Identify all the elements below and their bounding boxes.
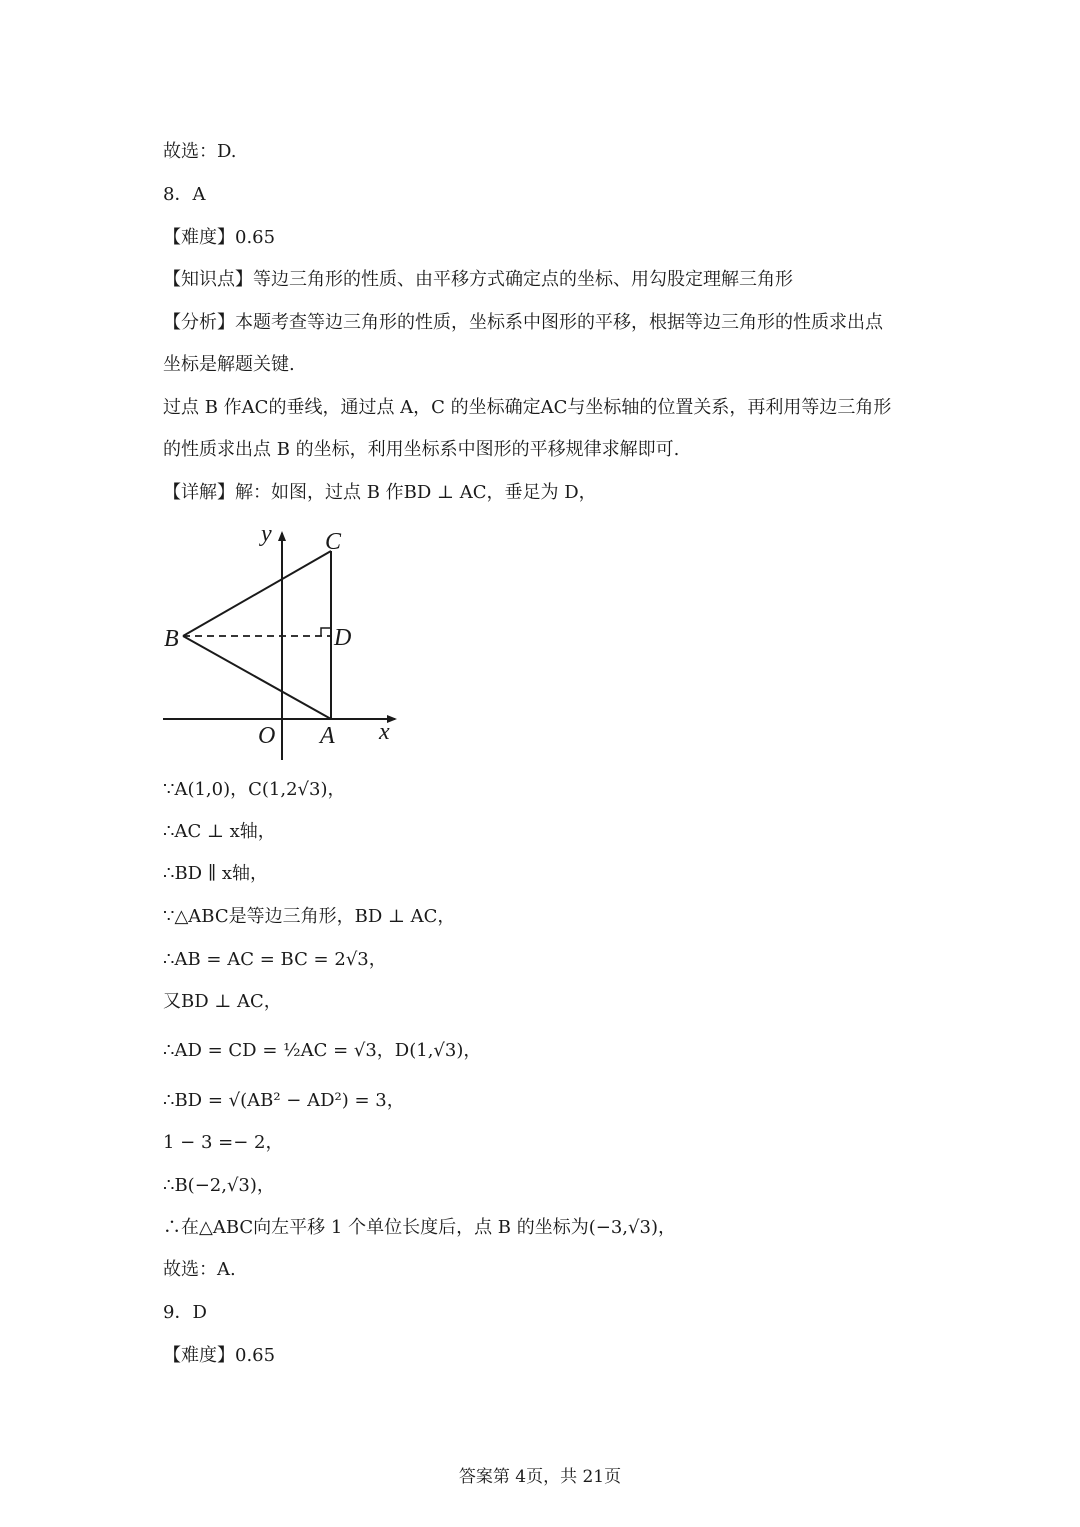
text-line-conclusion-8: 故选：A. — [163, 1259, 236, 1280]
text-line-knowledge-points: 【知识点】等边三角形的性质、由平移方式确定点的坐标、用勾股定理解三角形 — [163, 269, 793, 290]
text-line-equilateral: ∵△ABC是等边三角形，BD ⊥ AC， — [163, 906, 456, 927]
text-line-bd-parallel-x: ∴BD ∥ x轴， — [163, 863, 269, 884]
text-line-analysis-3: 过点 B 作AC的垂线，通过点 A，C 的坐标确定AC与坐标轴的位置关系，再利用等边三角形 — [163, 397, 892, 418]
label-x: x — [379, 719, 390, 745]
label-o: O — [258, 723, 276, 749]
text-line-side-lengths: ∴AB = AC = BC = 2√3， — [163, 949, 387, 970]
text-line-difficulty-9: 【难度】0.65 — [163, 1345, 276, 1366]
label-c: C — [325, 529, 342, 555]
text-line-bd-perp-ac: 又BD ⊥ AC， — [163, 991, 282, 1012]
text-line-analysis-4: 的性质求出点 B 的坐标，利用坐标系中图形的平移规律求解即可. — [163, 439, 680, 460]
label-a: A — [320, 723, 335, 749]
text-line-detailed-solution: 【详解】解：如图，过点 B 作BD ⊥ AC，垂足为 D， — [163, 482, 597, 503]
text-line-point-b: ∴B(−2,√3)， — [163, 1175, 275, 1196]
text-line-ac-perp-x: ∴AC ⊥ x轴， — [163, 821, 276, 842]
right-angle-mark — [321, 628, 331, 636]
text-line-difficulty-8: 【难度】0.65 — [163, 227, 276, 248]
label-b: B — [164, 626, 179, 652]
text-line-bd-length: ∴BD = √(AB² − AD²) = 3， — [163, 1090, 405, 1111]
text-line-translation: ∴在△ABC向左平移 1 个单位长度后，点 B 的坐标为(−3,√3)， — [163, 1217, 676, 1238]
segment-ba — [183, 636, 331, 719]
label-d: D — [334, 625, 352, 651]
text-line-given-coords: ∵A(1,0)，C(1,2√3)， — [163, 779, 346, 800]
text-line-analysis-1: 【分析】本题考查等边三角形的性质，坐标系中图形的平移，根据等边三角形的性质求出点 — [163, 312, 883, 333]
text-line-answer-8: 8．A — [163, 184, 206, 205]
page-footer: 答案第 4页，共 21页 — [458, 1467, 622, 1487]
text-line-answer-9: 9．D — [163, 1302, 207, 1323]
text-line-analysis-2: 坐标是解题关键. — [163, 354, 295, 375]
label-y: y — [261, 521, 272, 547]
text-line-ad-cd: ∴AD = CD = ½AC = √3，D(1,√3)， — [163, 1040, 482, 1061]
geometry-figure — [155, 515, 410, 770]
text-line-conclusion-prev: 故选：D. — [163, 141, 237, 162]
text-line-subtraction: 1 − 3 =− 2， — [163, 1132, 284, 1153]
segment-bc — [183, 551, 331, 636]
